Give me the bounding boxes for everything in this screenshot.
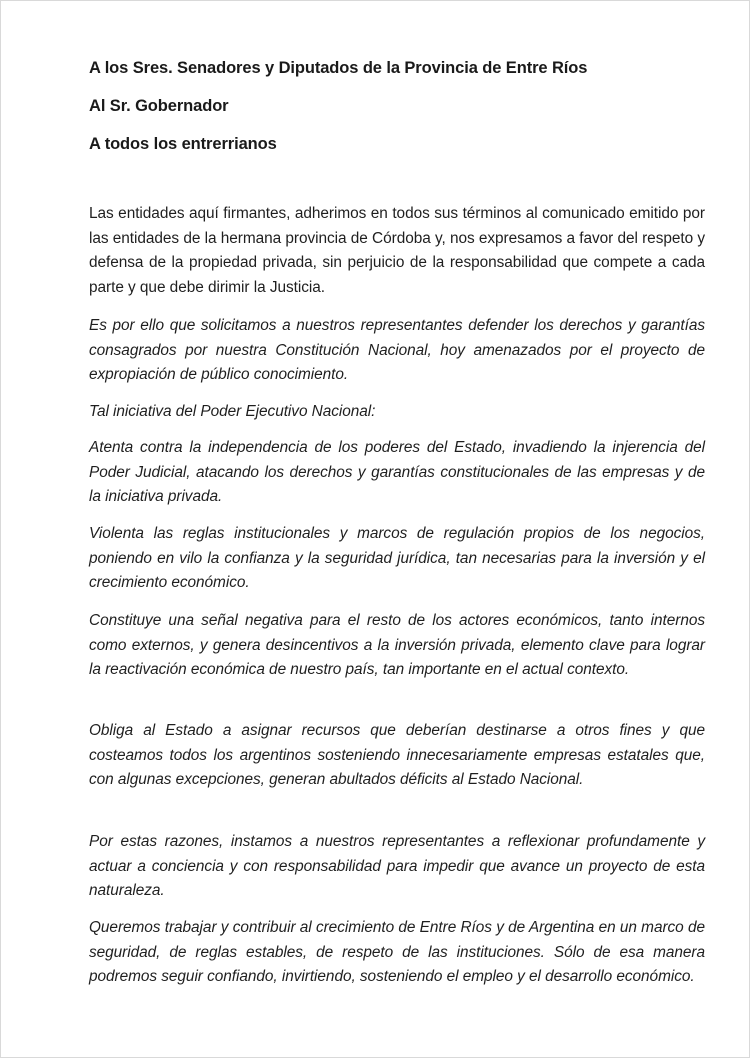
paragraph-request: Es por ello que solicitamos a nuestros representantes defender los derechos y garantías consagrados por nuestra Constitución Nacional, hoy amenazados por el proyecto de expropiación de público conocimiento. (89, 317, 705, 383)
paragraph-institutional-rules: Violenta las reglas institucionales y marcos de regulación propios de los negocios, poniendo en vilo la confianza y la seguridad jurídica, tan necesarias para la inversión y el crecimiento económico. (89, 525, 705, 591)
paragraph-independence: Atenta contra la independencia de los poderes del Estado, invadiendo la injerencia del Poder Judicial, atacando los derechos y garantías constitucionales de las empresas y de la iniciativa privada. (89, 439, 705, 505)
paragraph-closing: Queremos trabajar y contribuir al crecimiento de Entre Ríos y de Argentina en un marco de seguridad, de reglas estables, de respeto de las instituciones. Sólo de esa manera podremos seguir confiando, invirtiendo, sosteniendo el empleo y el desarrollo económico. (89, 919, 705, 985)
paragraph-negative-signal: Constituye una señal negativa para el resto de los actores económicos, tanto internos como externos, y genera desincentivos a la inversión privada, elemento clave para lograr la reactivación económica de nuestro país, tan importante en el actual contexto. (89, 612, 705, 678)
paragraph-state-resources: Obliga al Estado a asignar recursos que deberían destinarse a otros fines y que costeamos todos los argentinos sosteniendo innecesariamente empresas estatales que, con algunas excepciones, generan abultados déficits al Estado Nacional. (89, 722, 705, 788)
paragraph-reasons: Por estas razones, instamos a nuestros representantes a reflexionar profundamente y actuar a conciencia y con responsabilidad para impedir que avance un proyecto de esta naturaleza. (89, 833, 705, 899)
paragraph-adhesion: Las entidades aquí firmantes, adherimos en todos sus términos al comunicado emitido por las entidades de la hermana provincia de Córdoba y, nos expresamos a favor del respeto y defensa de la propiedad privada, sin perjuicio de la responsabilidad que compete a cada parte y que debe dirimir la Justicia. (89, 205, 705, 296)
addressee-citizens: A todos los entrerrianos (89, 135, 277, 153)
addressee-governor: Al Sr. Gobernador (89, 97, 229, 115)
paragraph-initiative-intro: Tal iniciativa del Poder Ejecutivo Nacional: (89, 403, 376, 420)
addressee-legislators: A los Sres. Senadores y Diputados de la Provincia de Entre Ríos (89, 59, 588, 77)
